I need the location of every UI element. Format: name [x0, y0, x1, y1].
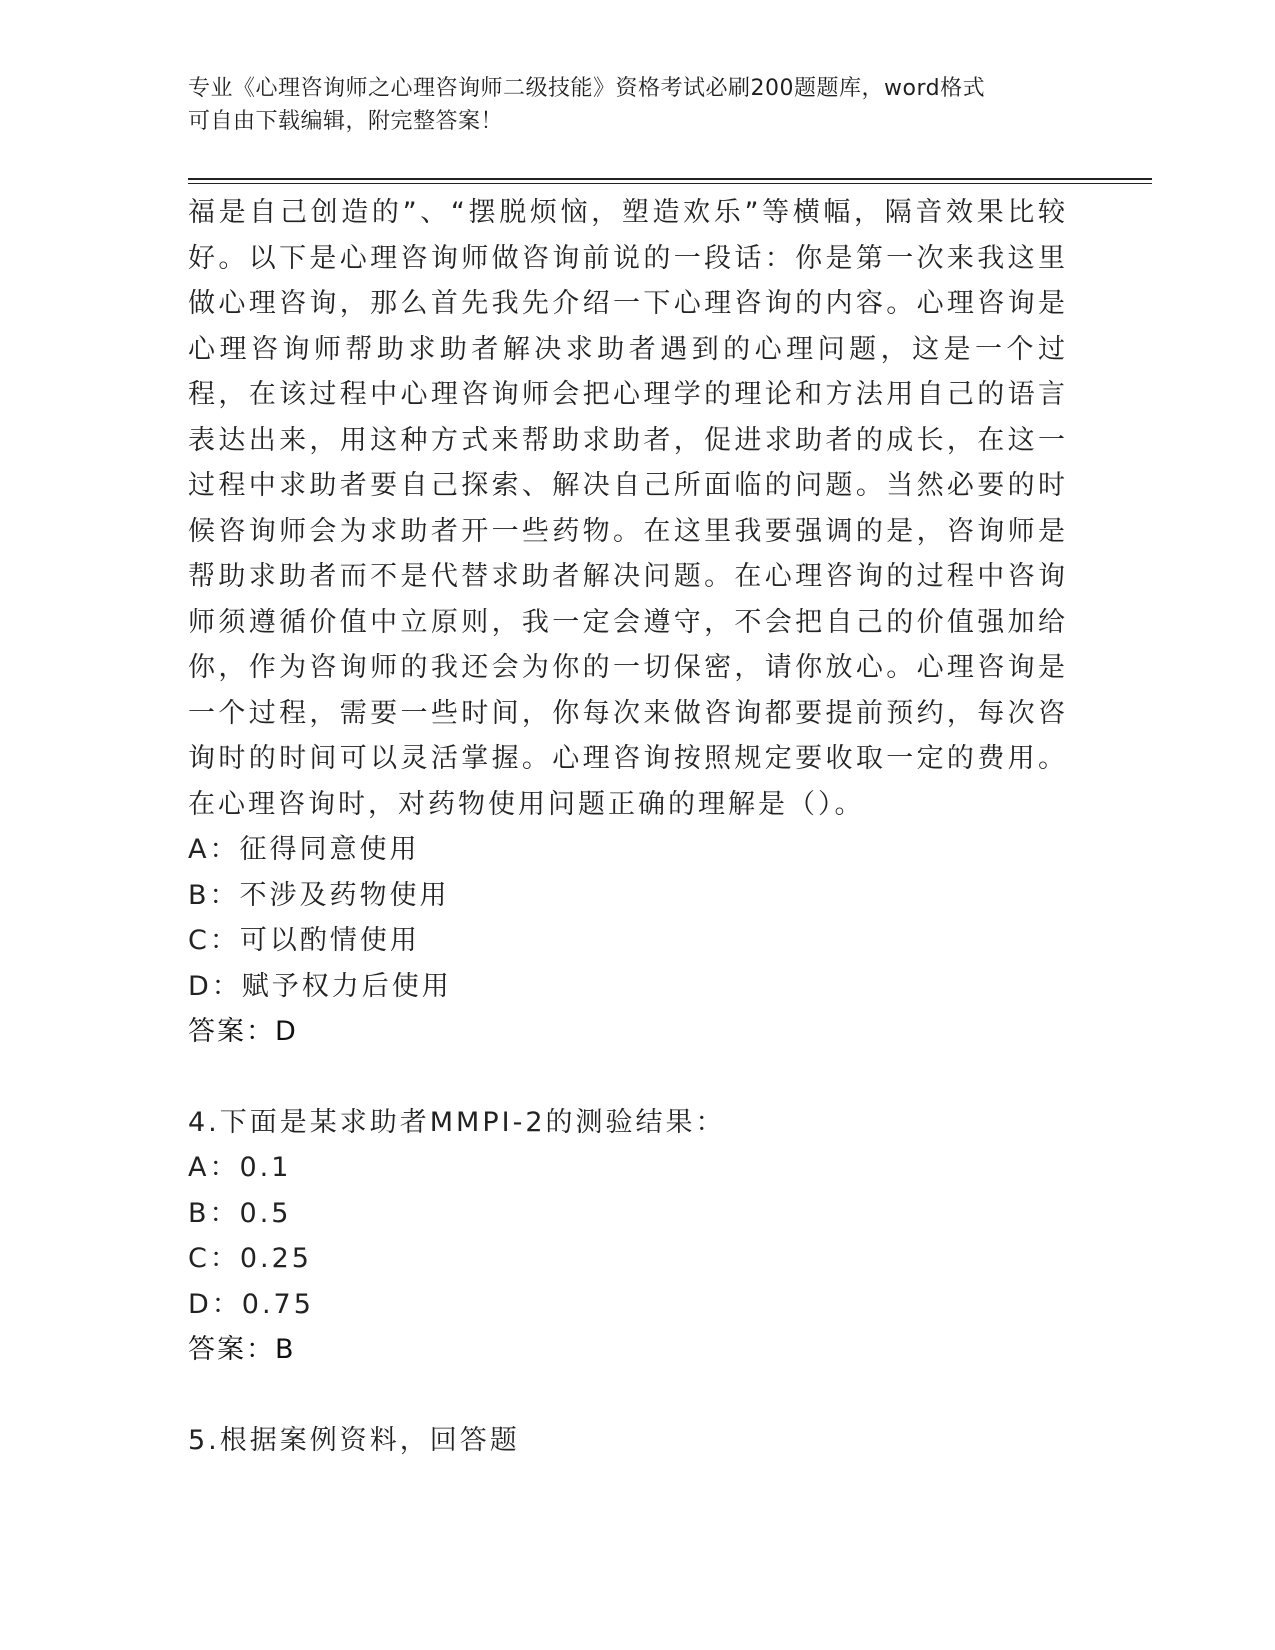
document-body — [188, 190, 1068, 1463]
answer-label: 答案：D — [188, 1016, 298, 1047]
spacer — [188, 1373, 1068, 1418]
header-rule-thick — [188, 178, 1152, 180]
question-5 — [188, 1418, 1068, 1464]
question-stem: 4.下面是某求助者MMPI-2的测验结果： — [188, 1106, 726, 1138]
option-d: D：0.75 — [188, 1288, 314, 1320]
header-line-2: 可自由下载编辑，附完整答案！ — [188, 109, 504, 134]
option-a: A：0.1 — [188, 1152, 292, 1183]
option-d: D：赋予权力后使用 — [188, 970, 452, 1002]
option-b: B：0.5 — [188, 1197, 292, 1229]
option-a: A：征得同意使用 — [188, 834, 420, 865]
option-c: C：0.25 — [188, 1243, 312, 1274]
option-b: B：不涉及药物使用 — [188, 879, 450, 911]
question-3 — [188, 190, 1068, 1055]
option-c: C：可以酌情使用 — [188, 925, 420, 956]
question-stem: 5.根据案例资料，回答题 — [188, 1424, 520, 1456]
spacer — [188, 1055, 1068, 1100]
header-rule-thin — [188, 183, 1152, 184]
question-4 — [188, 1100, 1068, 1373]
question-stem: 福是自己创造的”、“摆脱烦恼，塑造欢乐”等横幅，隔音效果比较好。以下是心理咨询师做咨询前说的一段话：你是第一次来我这里做心理咨询，那么首先我先介绍一下心理咨询的内容。心理咨询是心理咨询师帮助求助者解决求助者遇到的心理问题，这是一个过程，在该过程中心理咨询师会把心理学的理论和方法用自己的语言表达出来，用这种方式来帮助求助者，促进求助者的成长，在这一过程中求助者要自己探索、解决自己所面临的问题。当然必要的时候咨询师会为求助者开一些药物。在这里我要强调的是，咨询师是帮助求助者而不是代替求助者解决问题。在心理咨询的过程中咨询师须遵循价值中立原则，我一定会遵守，不会把自己的价值强加给你，作为咨询师的我还会为你的一切保密，请你放心。心理咨询是一个过程，需要一些时间，你每次来做咨询都要提前预约，每次咨询时的时间可以灵活掌握。心理咨询按照规定要收取一定的费用。在心理咨询时，对药物使用问题正确的理解是（）。 — [188, 197, 1068, 820]
answer-label: 答案：B — [188, 1334, 296, 1365]
page-header — [188, 72, 1068, 138]
header-line-1: 专业《心理咨询师之心理咨询师二级技能》资格考试必刷200题题库，word格式 — [188, 76, 986, 101]
